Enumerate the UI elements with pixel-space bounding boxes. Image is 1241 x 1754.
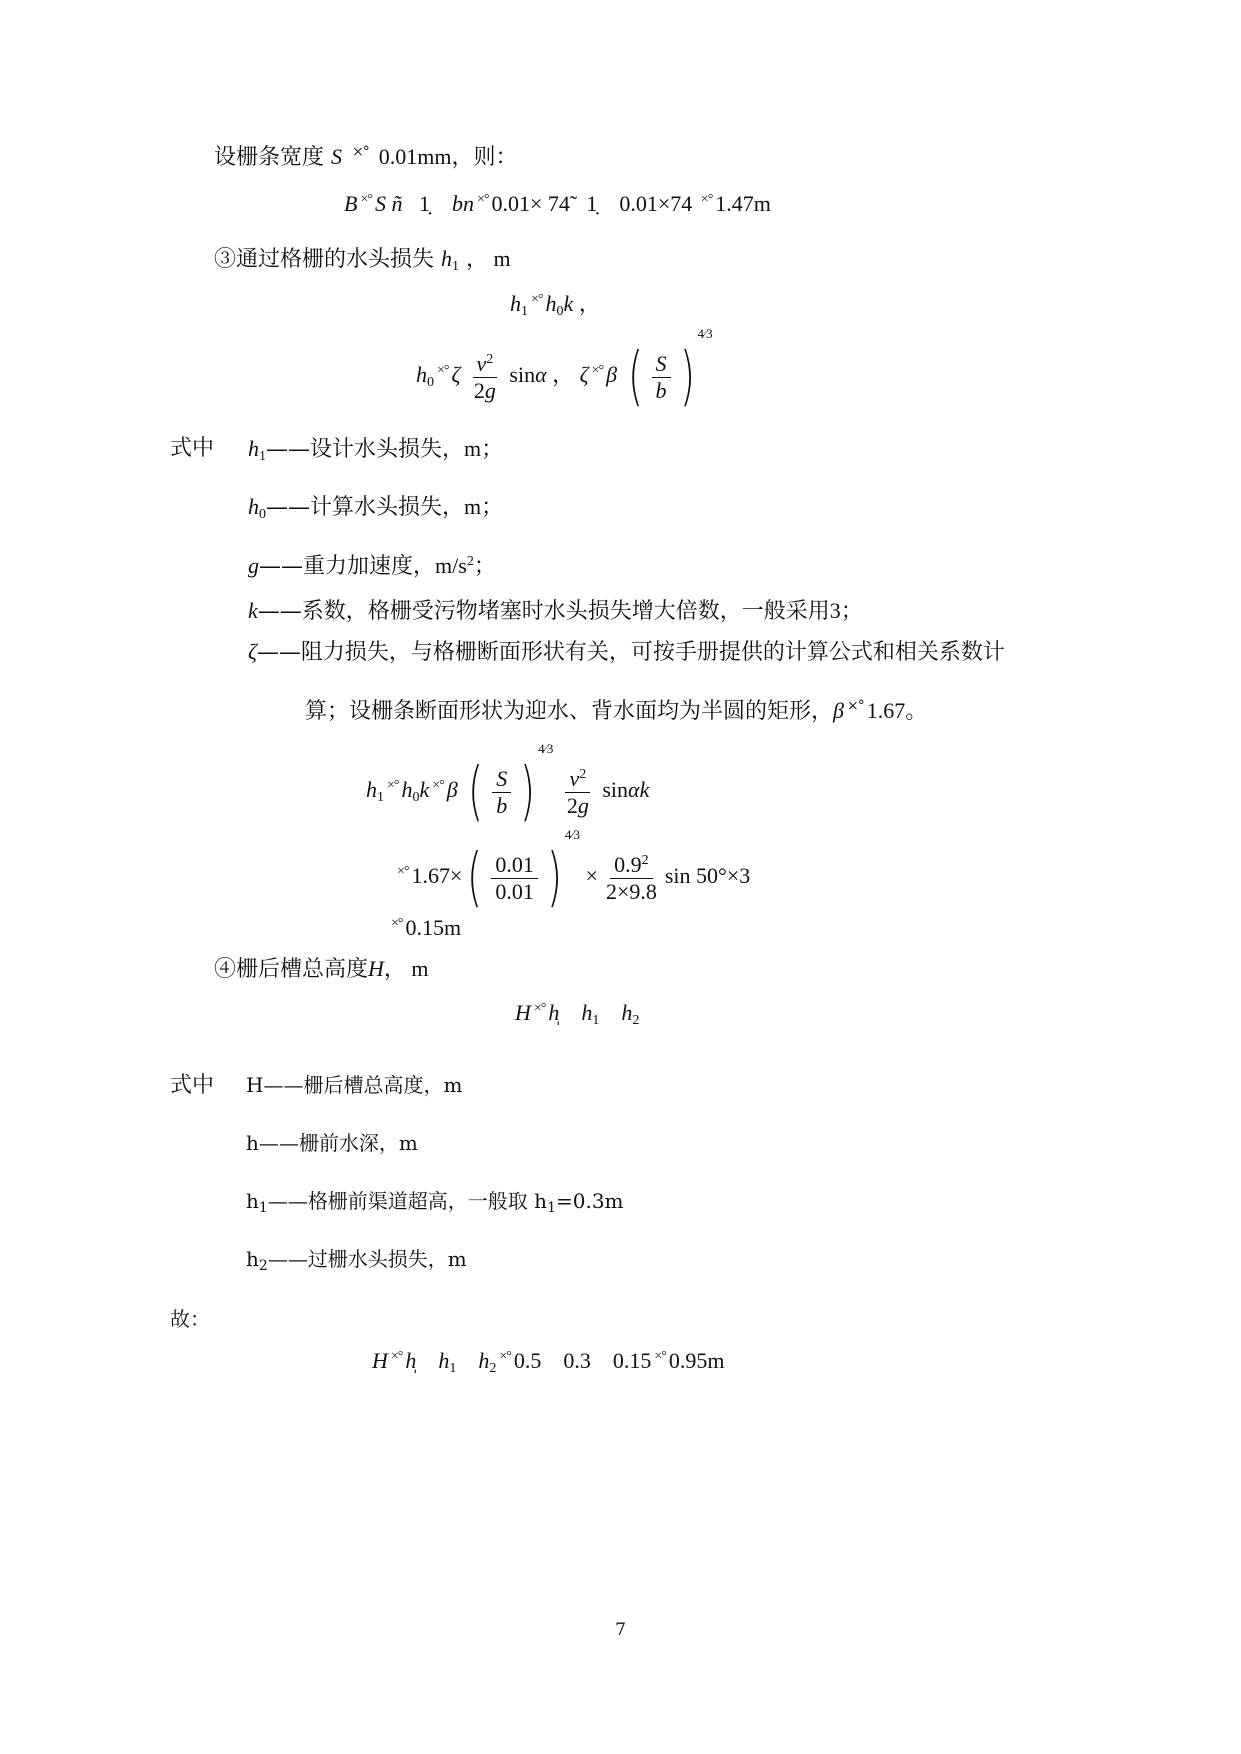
calc: 0.01×74 [619,191,693,216]
formula-h1: $h_1\times^\circ$ $h_0k$ ， [510,291,601,319]
unit: ， m [466,246,511,271]
sub: 1 [452,259,460,274]
formula-numeric: ×° 1.67× ( $\frac{0.01}{0.01}$ ) 4⁄3 × $\frac{0.9^2}{2\times 9.8}$ sin 50°×3 [397,827,751,915]
def-H: H——栅后槽总高度，m [246,1073,463,1097]
def-zeta: ζ——阻力损失，与格栅断面形状有关，可按手册提供的计算公式和相关系数计 [248,639,1005,665]
def-h0: $h_0——$计算水头损失，m； [248,494,504,522]
therefore-label: 故： [170,1307,210,1331]
value: 0.01mm，则： [378,144,518,169]
result: 1.47m [715,191,771,216]
formula-H-final: H ×° h̩ $h_1$ $h_2\times^\circ$ 0.5 0.3 0.15 ×° 0.95m [372,1348,725,1376]
formula-H: H ×° h̩ $h_1$ $h_2$ [515,1000,640,1028]
where-label-1: 式中 [170,436,215,461]
formula-combined: $h_1\times^\circ$ $h_0k$ ×° β ( $\frac{S}{b}$ ) 4⁄3 $\frac{v^2}{2g}$ sinαk [366,741,650,829]
def-zeta-cont: 算；设栅条断面形状为迎水、背水面均为半圆的矩形，β ×° 1.67。 [305,698,928,724]
text: ③通过格栅的水头损失 [214,247,435,272]
var-h: h [441,246,453,271]
formula-B: B ×° S ñ 1̣ bn ×° 0.01× 74̃ 1̣ 0.01×74 ×° 1.47m [344,191,771,216]
bar-width-statement [214,145,517,169]
def-k: k——系数，格栅受污物堵塞时水头损失增大倍数，一般采用3； [248,598,863,624]
page-number: 7 [615,1620,626,1640]
def-g: g——重力加速度，$m/s^2$； [248,553,496,579]
garbled-equals: ×° [352,144,369,160]
var-S: S [331,144,343,169]
formula-h0: $h_0\times^\circ$ ζ $\frac{v^2}{2g}$ sinα ， ζ ×° β ( $\frac{S}{b}$ ) 4⁄3 [416,326,713,414]
def-h1: $h_1——$设计水头损失，m； [248,436,504,464]
def-h: h——栅前水深，m [246,1131,418,1155]
text: 设栅条宽度 [214,145,325,170]
calc-result-h1: ×° 0.15m [391,915,462,940]
where-label-2: 式中 [170,1073,215,1098]
def-h1-2: $h_1——$格栅前渠道超高，一般取 $h_1=0.3m$ [246,1189,624,1216]
section-4-heading: ④栅后槽总高度H， m [214,956,429,982]
def-h2: $h_2——$过栅水头损失，m [246,1247,467,1274]
section-3-heading [214,248,511,274]
